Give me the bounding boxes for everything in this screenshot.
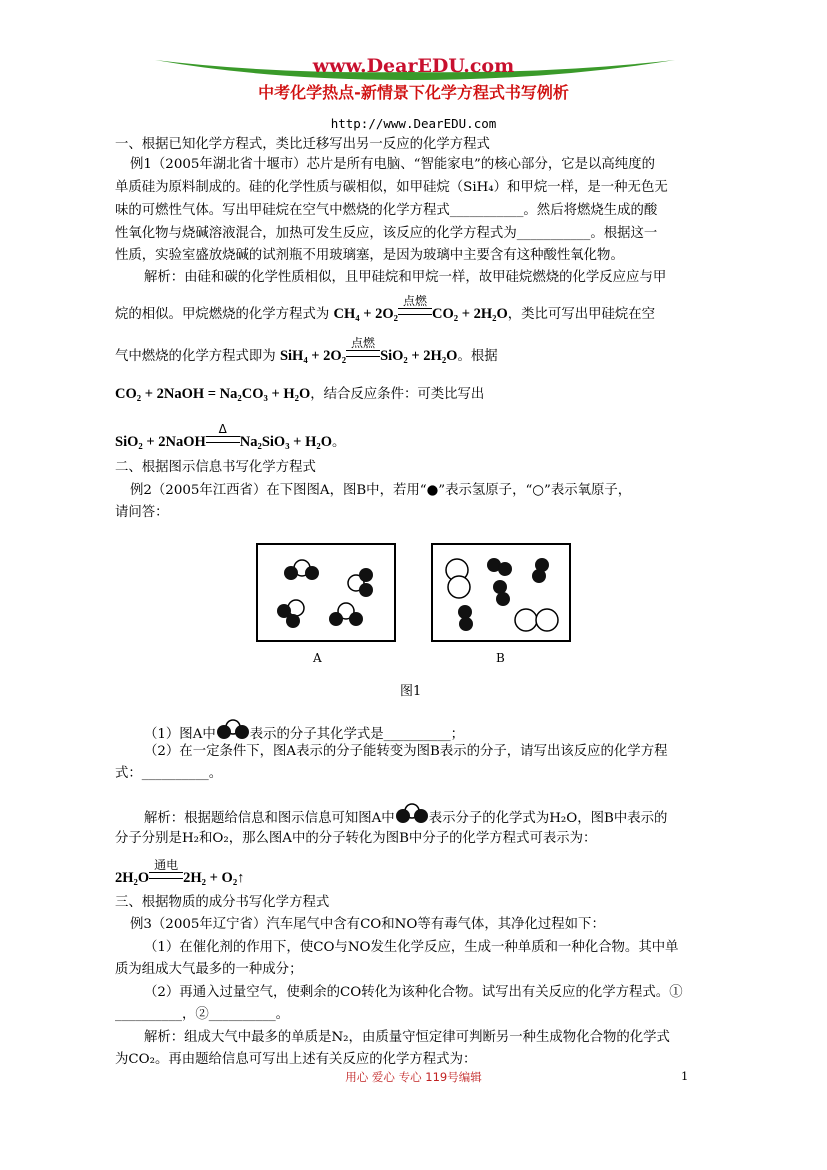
equation-electrolysis: 2H₂O 通电 2H₂ + O₂↑ bbox=[115, 858, 245, 886]
equation-silane: SiH₄ + 2O₂ 点燃 SiO₂ + 2H₂O bbox=[279, 336, 458, 364]
analysis2-line-1: 解析：根据题给信息和图示信息可知图A中 表示分子的化学式为H₂O，图B中表示的 bbox=[144, 803, 744, 827]
analysis3-line-1: 解析：组成大气中最多的单质是N₂，由质量守恒定律可判断另一种生成物化合物的化学式 bbox=[144, 1030, 670, 1045]
page-number: 1 bbox=[681, 1069, 689, 1083]
water-molecule-icon bbox=[348, 568, 373, 597]
analysis2-line-2: 分子分别是H₂和O₂，那么图A中的分子转化为图B中分子的化学方程式可表示为： bbox=[115, 831, 597, 846]
figure-a-label: A bbox=[313, 651, 322, 665]
equation-sio2-naoh: SiO₂ + 2NaOH Δ Na₂SiO₃ + H₂O bbox=[115, 422, 332, 450]
example3-line-2: （1）在催化剂的作用下，使CO与NO发生化学反应，生成一种单质和一种化合物。其中单 bbox=[144, 940, 679, 955]
figure-b-label: B bbox=[496, 651, 505, 665]
example3-line-3: 质为组成大气最多的一种成分； bbox=[115, 962, 303, 977]
water-molecule-icon bbox=[284, 560, 319, 580]
example1-line-3: 味的可燃性气体。写出甲硅烷在空气中燃烧的化学方程式___________。然后将燃烧生成的酸 bbox=[115, 203, 658, 218]
hydrogen-molecule-icon bbox=[458, 605, 473, 631]
figure-caption: 图1 bbox=[400, 684, 422, 699]
hydrogen-molecule-icon bbox=[532, 558, 549, 583]
analysis3-line-2: 为CO₂。再由题给信息可写出上述有关反应的化学方程式为： bbox=[115, 1052, 477, 1067]
section2-heading: 二、根据图示信息书写化学方程式 bbox=[115, 460, 316, 475]
analysis1-line-2: 烷的相似。甲烷燃烧的化学方程式为 CH₄ + 2O₂ 点燃 CO₂ + 2H₂O，类比可写出甲硅烷在空 bbox=[115, 294, 656, 322]
question2-1: （1）图A中 表示的分子其化学式是__________； bbox=[144, 719, 744, 743]
section1-heading: 一、根据已知化学方程式，类比迁移写出另一反应的化学方程式 bbox=[115, 137, 490, 152]
oxygen-molecule-icon bbox=[515, 609, 558, 631]
example3-line-4: （2）再通入过量空气，使剩余的CO转化为该种化合物。试写出有关反应的化学方程式。① bbox=[144, 985, 683, 1000]
molecule-diagram-a bbox=[258, 545, 394, 640]
water-molecule-icon bbox=[277, 600, 304, 628]
water-molecule-icon bbox=[216, 719, 250, 741]
question2-2-line-2: 式：__________。 bbox=[115, 766, 223, 781]
page-title: 中考化学热点-新情景下化学方程式书写例析 bbox=[258, 83, 569, 102]
example3-line-1: 例3（2005年辽宁省）汽车尾气中含有CO和NO等有毒气体，其净化过程如下： bbox=[130, 917, 605, 932]
site-url[interactable]: http://www.DearEDU.com bbox=[330, 116, 497, 131]
example1-line-2: 单质硅为原料制成的。硅的化学性质与碳相似，如甲硅烷（SiH₄）和甲烷一样，是一种无色无 bbox=[115, 180, 668, 195]
banner-text: www.DearEDU.com bbox=[312, 55, 515, 77]
oxygen-molecule-icon bbox=[446, 559, 470, 598]
analysis1-line-4: CO₂ + 2NaOH = Na₂CO₃ + H₂O，结合反应条件：可类比写出 bbox=[115, 386, 485, 402]
footer-text: 用心 爱心 专心 119号编辑 bbox=[345, 1070, 482, 1084]
figure-a bbox=[256, 543, 396, 642]
example2-line-2: 请问答： bbox=[115, 505, 169, 520]
figure-b bbox=[431, 543, 571, 642]
analysis1-line-5: SiO₂ + 2NaOH Δ Na₂SiO₃ + H₂O。 bbox=[115, 422, 346, 450]
question2-2-line-1: （2）在一定条件下，图A表示的分子能转变为图B表示的分子，请写出该反应的化学方程 bbox=[144, 744, 668, 759]
hydrogen-molecule-icon bbox=[493, 580, 510, 606]
hydrogen-molecule-icon bbox=[487, 558, 512, 576]
water-molecule-icon bbox=[329, 603, 363, 626]
example3-line-5: __________，②__________。 bbox=[115, 1007, 290, 1022]
water-molecule-icon bbox=[395, 803, 429, 825]
equation-methane: CH₄ + 2O₂ 点燃 CO₂ + 2H₂O bbox=[333, 294, 508, 322]
example2-line-1: 例2（2005年江西省）在下图图A，图B中，若用“●”表示氢原子，“○”表示氧原子， bbox=[130, 483, 632, 498]
equation-co2-naoh: CO₂ + 2NaOH = Na₂CO₃ + H₂O bbox=[115, 386, 311, 402]
analysis1-line-3: 气中燃烧的化学方程式即为 SiH₄ + 2O₂ 点燃 SiO₂ + 2H₂O。根据 bbox=[115, 336, 498, 364]
example1-line-4: 性氧化物与烧碱溶液混合，加热可发生反应，该反应的化学方程式为___________。根据这一 bbox=[115, 226, 658, 241]
molecule-diagram-b bbox=[433, 545, 569, 640]
section3-heading: 三、根据物质的成分书写化学方程式 bbox=[115, 895, 330, 910]
example1-line-5: 性质，实验室盛放烧碱的试剂瓶不用玻璃塞，是因为玻璃中主要含有这种酸性氧化物。 bbox=[115, 248, 624, 263]
analysis1-line-1: 解析：由硅和碳的化学性质相似，且甲硅烷和甲烷一样，故甲硅烷燃烧的化学反应应与甲 bbox=[144, 270, 667, 285]
example1-line-1: 例1（2005年湖北省十堰市）芯片是所有电脑、“智能家电”的核心部分，它是以高纯度的 bbox=[130, 157, 655, 172]
